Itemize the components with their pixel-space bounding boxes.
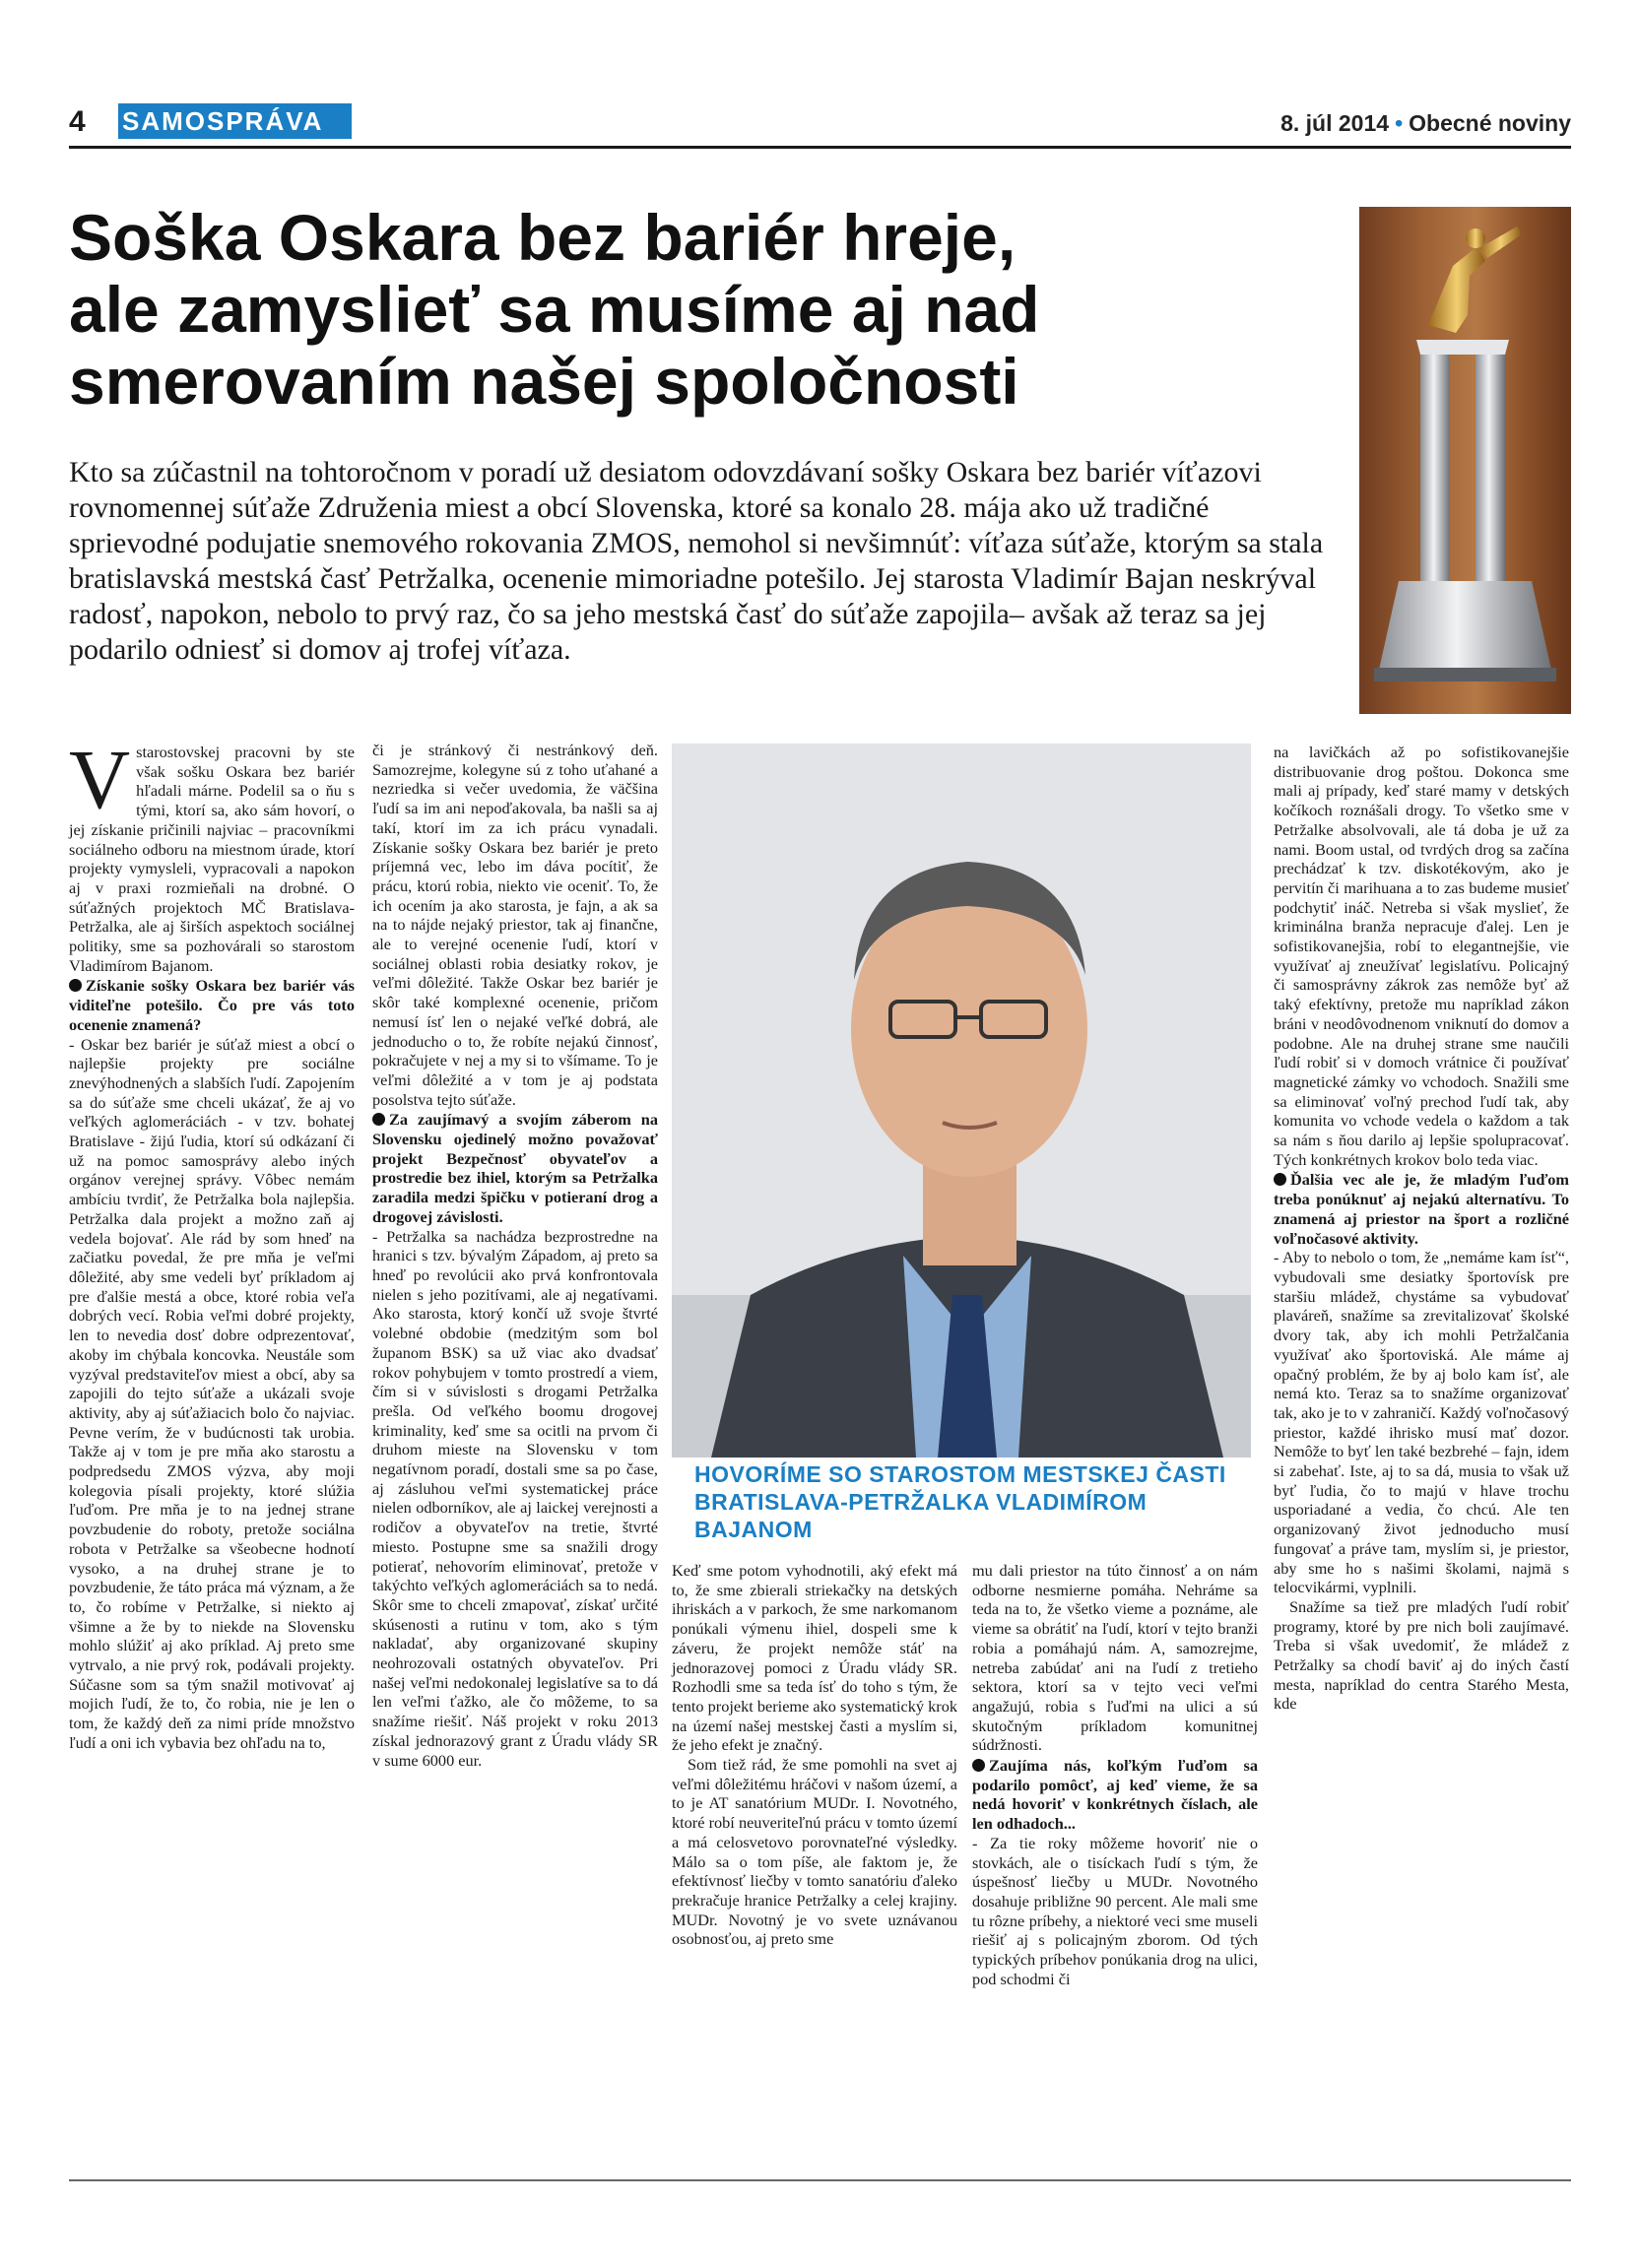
paragraph: Snažíme sa tiež pre mladých ľudí robiť programy, ktoré by pre nich boli zaujímavé. Treba si však uvedomiť, že mládež z Petržalky sa chodí baviť aj do iných častí mesta, napríklad do centra Starého Mesta, kde xyxy=(1274,1596,1569,1714)
header-rule xyxy=(69,146,1571,149)
interview-answer: - Oskar bez bariér je súťaž miest a obcí o najlepšie projekty pre sociálne znevýhodnených a slabších ľudí. Zapojením sa do súťaže sme chceli ukázať, že aj vo veľkých aglomeráciách - v tzv. bohatej Bratislave - žijú ľudia, ktorí sú odkázaní či už na pomoc samosprávy alebo iných orgánov verejnej správy. Vôbec nemám ambíciu tvrdiť, že Petržalka bola najlepšia. Petržalka dala projekt a možno zaň aj vedela bojovať. Ale rád by som hneď na začiatku povedal, že pre mňa je veľmi dôležité, aby sme vedeli byť príkladom aj pre ďalšie mestá a obce, ktoré robia veľa dobrých vecí. Robia veľmi dobré projekty, len to nevedia dosť dobre odprezentovať, akoby im chýbala koncovka. Neustále som vyzýval predstaviteľov miest a obcí, aby sa zapojili do tejto súťaže a ukázali svoje aktivity, aby aj súťažiacich bolo čo najviac. Pevne verím, že v budúcnosti tak urobia. Takže aj v tom je pre mňa ako starostu a podpredsedu ZMOS výzva, aby moji kolegovia písali projekty, ktoré slúžia ľuďom. Pre mňa je to na jednej strane povzbudenie do roboty, pretože sociálna robota v Petržalke sa všeobecne hodnotí vysoko, a na druhej strane je to povzbudenie, že táto práca má význam, a že to, čo robíme v Petržalke, si niekto aj všimne a že by to niekde na Slovensku mohlo slúžiť aj ako príklad. Aj preto sme vytrvalo, a nie prvý rok, podávali projekty. Súčasne som sa tým snažil motivovať aj mojich ľudí, že to, čo robia, nie je len o tom, že každý deň za nimi príde množstvo ľudí a oni ich vybavia bez ohľadu na to, xyxy=(69,1034,355,1752)
interview-answer: - Petržalka sa nachádza bezprostredne na hranici s tzv. bývalým Západom, aj preto sa hneď po revolúcii ako prvá konfrontovala nielen s jeho pozitívami, ale aj negatívami. Ako starosta, ktorý končí už svoje štvrté volebné obdobie (medzitým som bol županom BSK) sa už viac ako dvadsať rokov pohybujem v tomto prostredí a viem, čím si v súvislosti s drogami Petržalka prešla. Od veľkého boomu drogovej kriminality, keď sme sa ocitli na prvom či druhom mieste na Slovensku v tom negatívnom poradí, dostali sme sa po čase, aj zásluhou veľmi systematickej práce nielen odborníkov, ale aj laickej verejnosti a rodičov a obyvateľov na tretie, štvrté miesto. Postupne sme sa snažili drogy potierať, nehovorím eliminovať, pretože v takýchto veľkých aglomeráciách sa to nedá. Skôr sme to chceli zmapovať, získať určité skúsenosti a rutinu v tom, ako s tým nakladať, aby organizované skupiny neohrozovali ostatných obyvateľov. Pri našej veľmi nedokonalej legislatíve sa to dá len veľmi ťažko, ale čo môžeme, to sa snažíme riešiť. Náš projekt v roku 2013 získal jednorazový grant z Úradu vlády SR v sume 6000 eur. xyxy=(372,1226,658,1770)
article-column-2 xyxy=(372,741,658,1770)
headline-line: Soška Oskara bez bariér hreje, xyxy=(69,201,1017,274)
bullet-icon xyxy=(972,1759,985,1772)
publication-name: Obecné noviny xyxy=(1409,110,1571,136)
portrait-illustration xyxy=(672,744,1251,1458)
article-column-5 xyxy=(1274,743,1569,1714)
article-column-3 xyxy=(672,1561,957,1949)
drop-cap: V xyxy=(69,732,131,826)
interview-question: Za zaujímavý a svojím záberom na Slovensku ojedinelý možno považovať projekt Bezpečnosť obyvateľov a prostredie bez ihiel, ktorým sa Petržalka zaradila medzi špičku v potieraní drog a drogovej závislosti. xyxy=(372,1110,658,1226)
photo-caption: HOVORÍME SO STAROSTOM MESTSKEJ ČASTI BRATISLAVA-PETRŽALKA VLADIMÍROM BAJANOM xyxy=(694,1461,1226,1542)
article-column-1 xyxy=(69,732,355,1753)
headline-line: smerovaním našej spoločnosti xyxy=(69,345,1019,418)
article-column-4 xyxy=(972,1561,1258,1988)
bullet-icon xyxy=(372,1113,385,1126)
interview-question: Ďalšia vec ale je, že mladým ľuďom treba ponúknuť aj nejakú alternatívu. To znamená aj priestor na šport a rozličné voľnočasové aktivity. xyxy=(1274,1170,1569,1248)
footer-rule xyxy=(69,2179,1571,2181)
article-lead: Kto sa zúčastnil na tohtoročnom v poradí už desiatom odovzdávaní sošky Oskara bez bariér víťazovi rovnomennej súťaže Združenia miest a obcí Slovenska, ktoré sa konalo 28. mája ako už tradičné sprievodné podujatie snemového rokovania ZMOS, nemohol si nevšimnúť: víťaza súťaže, ktorým sa stala bratislavská mestská časť Petržalka, ocenenie mimoriadne potešilo. Jej starosta Vladimír Bajan neskrýval radosť, napokon, nebolo to prvý raz, čo sa jeho mestská časť do súťaže zapojila– avšak až teraz sa jej podarilo odniesť si domov aj trofej víťaza. xyxy=(69,456,1324,666)
interview-question: Zaujíma nás, koľkým ľuďom sa podarilo pomôcť, aj keď vieme, že sa nedá hovoriť v konkrétnych číslach, ale len odhadoch... xyxy=(972,1756,1258,1834)
paragraph: Keď sme potom vyhodnotili, aký efekt má to, že sme zbierali striekačky na detských ihriskách a v parkoch, že sme narkomanom ponúkali výmenu ihiel, dospeli sme k záveru, že projekt nemôže stáť na jednorazovej pomoci z Úradu vlády SR. Rozhodli sme sa teda ísť do toho s tým, že tento projekt berieme ako systematický krok na území našej mestskej časti a myslím si, že jeho efekt je značný. xyxy=(672,1561,957,1755)
interview-answer: - Aby to nebolo o tom, že „nemáme kam ísť“, vybudovali sme desiatky športovísk pre staršiu mládež, chystáme sa vybudovať plaváreň, snažíme sa zrevitalizovať školské dvory tak, aby ich mohli Petržalčania využívať ako športoviská. Ale máme aj opačný problém, že by aj bolo kam ísť, ale nemá kto. Teraz sa to snažíme organizovať tak, ako je to v zahraničí. Každý voľnočasový priestor, každé ihrisko musí mať dozor. Nemôže to byť len také bezbrehé – fajn, idem si zabehať. Iste, aj to sa dá, musia to však už byť ľudia, čo to majú v hlave trochu usporiadané a vedia, čo chcú. Ale ten organizovaný život jednoducho musí fungovať a práve tam, myslím si, je priestor, aby sme ho s našimi školami, najmä s telocvikármi, vyplnili. xyxy=(1274,1248,1569,1597)
article-headline xyxy=(69,202,1349,418)
interview-answer: - Za tie roky môžeme hovoriť nie o stovkách, ale o tisíckach ľudí s tým, že úspešnosť liečby u MUDr. Novotného dosahuje približne 90 percent. Ale mali sme tu rôzne príbehy, a niektoré veci sme museli riešiť aj s policajným zborom. Od tých typických príbehov ponúkania drog na ulici, pod schodmi či xyxy=(972,1833,1258,1988)
paragraph: Vstarostovskej pracovni by ste však sošku Oskara bez bariér hľadali márne. Podelil sa o ňu s tými, ktorí sa, ako sám hovorí, o jej získanie pričinili najviac – pracovníkmi sociálneho odboru na miestnom úrade, ktorí projekty vymysleli, vypracovali a napokon aj v praxi rozmieňali na drobné. O súťažných projektoch MČ Bratislava-Petržalka, ale aj širších aspektoch sociálnej politiky, sme sa pozhovárali so starostom Vladimírom Bajanom. xyxy=(69,732,355,975)
section-label: SAMOSPRÁVA xyxy=(118,103,352,139)
interview-answer: na lavičkách až po sofistikovanejšie distribuovanie drog poštou. Dokonca sme mali aj prípady, keď staré mamy v detských kočíkoch roznášali drogy. To všetko sme v Petržalke absolvovali, ale tá doba je už za nami. Boom ustal, od tvrdých drog sa začína prechádzať k tzv. diskotékovým, ako je pervitín či marihuana a to zas budeme musieť podchytiť ináč. Netreba si však myslieť, že kriminálna branža nepracuje ďalej. Len je sofistikovanejšia, robí to elegantnejšie, vie využívať aj zneužívať legislatívu. Policajný či samosprávny zákrok zas nemôže byť až taký efektívny, pretože mu napríklad zákon bráni v neodôvodnenom vniknutí do domov a podobne. Ale na druhej strane sme naučili ľudí robiť si v domoch vrátnice či používať magnetické zámky vo vchodoch. Snažili sme sa eliminovať voľný prechod ľudí tak, aby komunita vo vchode vedela o každom a tak sa nám s ňou darilo aj lepšie spolupracovať. Tých konkrétnych krokov bolo teda viac. xyxy=(1274,743,1569,1169)
portrait-photo xyxy=(672,744,1251,1458)
page-number: 4 xyxy=(69,105,86,138)
interview-answer: či je stránkový či nestránkový deň. Samozrejme, kolegyne sú z toho uťahané a nezriedka si večer uvedomia, že väčšina ľudí sa im ani nepoďakovala, ba našli sa aj takí, ktorí im za ich prácu vynadali. Získanie sošky Oskara bez bariér je preto príjemná vec, lebo im dáva pocítiť, že prácu, ktorú robia, niekto vie oceniť. To, že ich ocením ja ako starosta, je fajn, a ak sa na to nájde nejaký priestor, tak aj finančne, ale to verejné ocenenie ľudí, ktorí v sociálnej oblasti robia desiatky rokov, je veľmi dôležité. Takže Oskar bez bariér je skôr také komplexné ocenenie, pričom nemusí ísť len o nejaké veľké dobrá, ale jednoducho o to, že robíte nejakú činnosť, pokračujete v nej a my si to všímame. To je veľmi dôležité a v tom je aj podstata posolstva tejto súťaže. xyxy=(372,741,658,1109)
issue-date: 8. júl 2014 xyxy=(1280,110,1390,136)
trophy-illustration xyxy=(1359,207,1571,714)
interview-question: Získanie sošky Oskara bez bariér vás viditeľne potešilo. Čo pre vás toto ocenenie znamená? xyxy=(69,976,355,1034)
issue-info xyxy=(1280,110,1571,137)
trophy-image xyxy=(1359,207,1571,714)
separator: • xyxy=(1395,110,1404,136)
bullet-icon xyxy=(1274,1173,1286,1186)
paragraph: Som tiež rád, že sme pomohli na svet aj veľmi dôležitému hráčovi v našom území, a to je AT sanatórium MUDr. I. Novotného, ktoré robí neuveriteľnú prácu v tomto území a má celosvetovo porovnateľné výsledky. Málo sa o tom píše, ale faktom je, že efektívnosť liečby v tomto sanatóriu ďaleko prekračuje hranice Petržalky a celej krajiny. MUDr. Novotný je vo svete uznávanou osobnosťou, aj preto sme xyxy=(672,1755,957,1949)
headline-line: ale zamyslieť sa musíme aj nad xyxy=(69,273,1040,346)
paragraph: mu dali priestor na túto činnosť a on nám odborne nesmierne pomáha. Nehráme sa teda na to, že všetko vieme a poznáme, ale vieme sa obrátiť na ľudí, ktorí v tejto branži robia a pomáhajú nám. A, samozrejme, netreba zabúdať ani na ľudí z tretieho sektora, ktorí sa v tejto veci veľmi angažujú, robia s ľuďmi na ulici a sú skutočným príkladom komunitnej súdržnosti. xyxy=(972,1561,1258,1755)
bullet-icon xyxy=(69,979,82,992)
